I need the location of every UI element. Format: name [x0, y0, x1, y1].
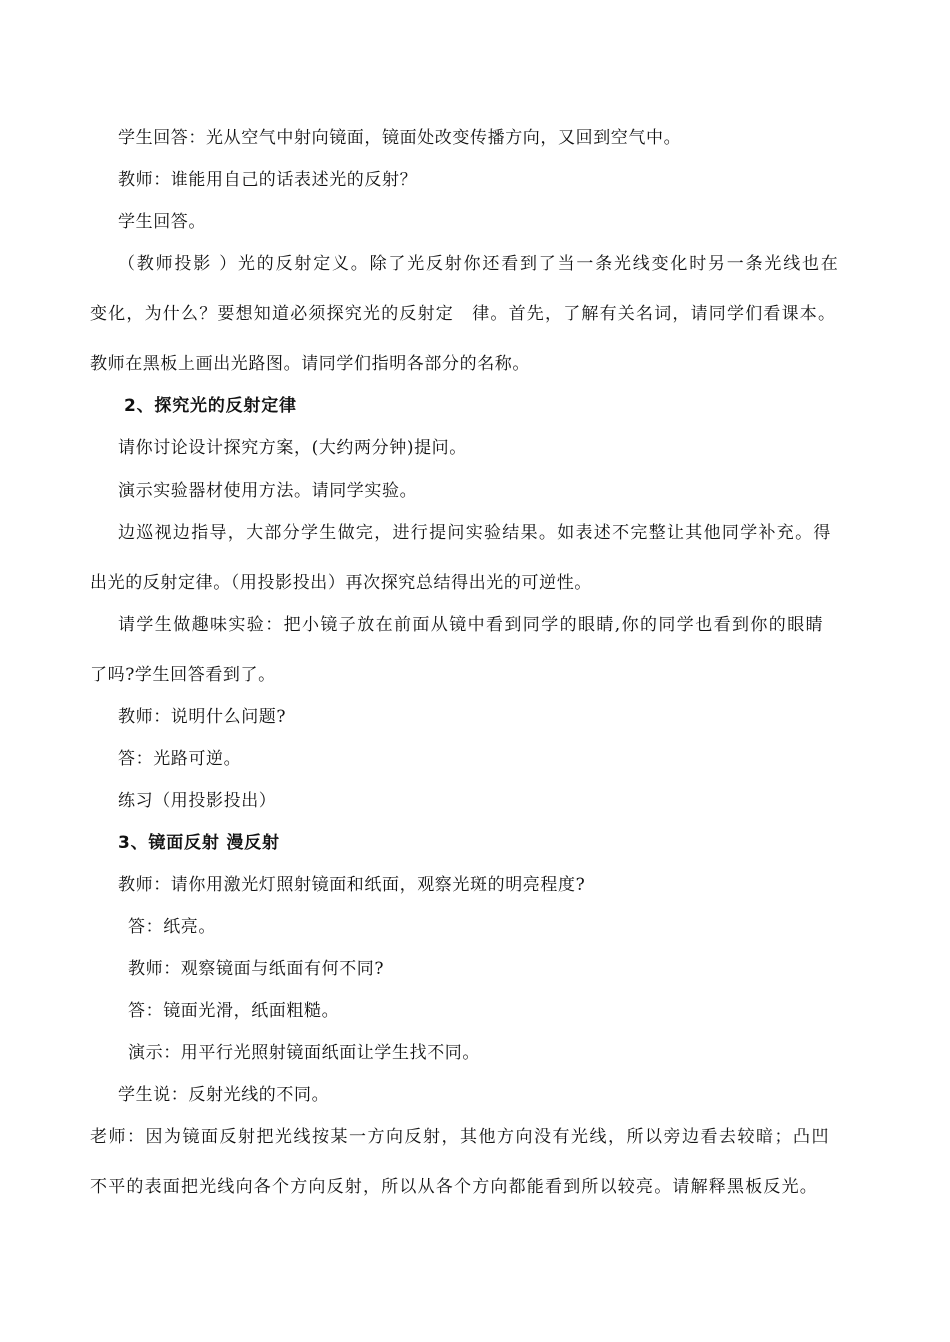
text-line-explore-law: 变化，为什么？要想知道必须探究光的反射定 律。首先，了解有关名词，请同学们看课本。 — [90, 304, 837, 324]
text-line-answer-paper: 答：纸亮。 — [128, 917, 216, 937]
text-line-teacher-observe: 教师：观察镜面与纸面有何不同? — [128, 959, 385, 979]
text-line-student-saw: 了吗?学生回答看到了。 — [90, 665, 276, 685]
section-heading-3: 3、镜面反射 漫反射 — [118, 833, 280, 853]
text-line-demo-parallel-light: 演示：用平行光照射镜面纸面让学生找不同。 — [128, 1043, 480, 1063]
text-line-practice: 练习（用投影投出） — [118, 791, 277, 811]
text-line-answer-smooth-rough: 答：镜面光滑，纸面粗糙。 — [128, 1001, 340, 1021]
text-line-projection-definition: （教师投影 ）光的反射定义。除了光反射你还看到了当一条光线变化时另一条光线也在 — [118, 254, 840, 274]
text-line-student-answer-2: 学生回答。 — [118, 212, 206, 232]
text-line-demo-equipment: 演示实验器材使用方法。请同学实验。 — [118, 481, 418, 501]
text-line-student-says: 学生说：反射光线的不同。 — [118, 1085, 330, 1105]
text-line-patrol-guide: 边巡视边指导，大部分学生做完，进行提问实验结果。如表述不完整让其他同学补充。得 — [118, 523, 832, 543]
text-line-teacher-question-1: 教师：谁能用自己的话表述光的反射？ — [118, 170, 418, 190]
text-line-answer-reversible: 答：光路可逆。 — [118, 749, 242, 769]
text-line-teacher-explain: 老师：因为镜面反射把光线按某一方向反射，其他方向没有光线，所以旁边看去较暗；凸凹 — [90, 1127, 830, 1147]
section-heading-2: 2、探究光的反射定律 — [124, 396, 297, 416]
text-line-laser-question: 教师：请你用激光灯照射镜面和纸面，观察光斑的明亮程度? — [118, 875, 586, 895]
text-line-uneven-surface: 不平的表面把光线向各个方向反射，所以从各个方向都能看到所以较亮。请解释黑板反光。 — [90, 1177, 818, 1197]
text-line-blackboard-diagram: 教师在黑板上画出光路图。请同学们指明各部分的名称。 — [90, 354, 530, 374]
text-line-teacher-question-2: 教师：说明什么问题? — [118, 707, 287, 727]
text-line-student-answer-1: 学生回答：光从空气中射向镜面，镜面处改变传播方向，又回到空气中。 — [118, 128, 682, 148]
text-line-discuss-plan: 请你讨论设计探究方案，(大约两分钟)提问。 — [118, 438, 467, 458]
text-line-reflection-law: 出光的反射定律。（用投影投出）再次探究总结得出光的可逆性。 — [90, 573, 592, 593]
text-line-fun-experiment: 请学生做趣味实验：把小镜子放在前面从镜中看到同学的眼睛,你的同学也看到你的眼睛 — [118, 615, 825, 635]
